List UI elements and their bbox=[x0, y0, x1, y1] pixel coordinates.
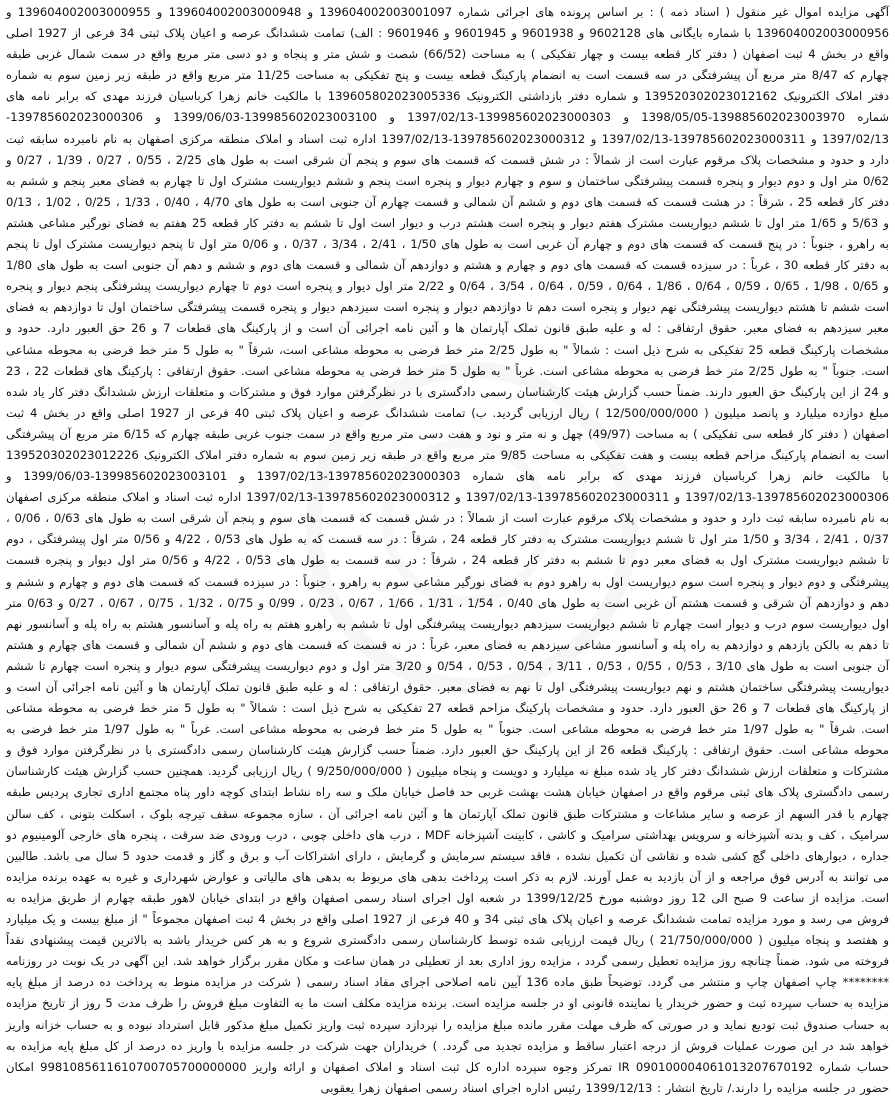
auction-notice-document bbox=[6, 2, 890, 1095]
notice-body-text: آگهی مزایده اموال غیر منقول ( اسناد ذمه ) : بر اساس پرونده های اجرائی شماره 139604002003001097 و 139604002003000948 و 139604002003000955 و 139604002003000956 با شماره بایگانی های 9602128 و 9601938 و 9601945 و 9601946 : الف) تمامت ششدانگ عرصه و اعیان پلاک ثبتی 34 فرعی از 1927 اصلی واقع در بخش 4 ثبت اصفهان ( دفتر کار قطعه بیست و چهار تفکیکی ) به مساحت (66/52) شصت و شش متر و پنجاه و دو دسی متر مربع واقع در سمت شمال غربی طبقه چهارم که 8/47 متر مربع آن پیشرفتگی در سه قسمت است به انضمام پارکینگ قطعه بیست و پنج تفکیکی به مساحت 11/25 متر مربع واقع در طبقه زیر زمین سوم به شماره دفتر املاک الکترونیک 139520302023012162 و شماره دفتر بازداشتی الکترونیک 139605802023005336 با مالکیت خانم زهرا کرباسیان فرزند مهدی که برابر نامه های شماره 139885602023003970-1398/05/05 و 139985602023000303-1397/02/13 و 139985602023003100-1399/06/03 و 139785602023000306-1397/02/13 و 139785602023000311-1397/02/13 و 139785602023000312-1397/02/13 اداره ثبت اسناد و املاک منطقه مرکزی اصفهان به نام نامبرده سابقه ثبت دارد و حدود و مشخصات پلاک مرقوم عبارت است از شمالاً : در شش قسمت که قسمت های سوم و پنجم آن شرقی است به طول های 2/25 ، 0/55 ، 0/27 ، 1/39 ، 0/27 و 0/62 متر اول و دوم دیوار و پنجره قسمت پیشرفتگی ساختمان و سوم و چهارم دیوار و پنجره است پنجم و ششم دیواریست مشترک اول تا چهارم به فضای معبر پنجم و ششم به دفتر کار قطعه 25 ، شرقاً : در هشت قسمت که قسمت های دوم و ششم آن شمالی و قسمت چهارم آن جنوبی است به طول های 4/70 ، 0/40 ، 1/33 ، 0/25 ، 1/02 ، 0/13 و 5/63 و 1/65 متر اول تا ششم دیواریست مشترک هفتم دیوار و پنجره است هشتم درب و دیوار است اول تا ششم به دفتر کار قطعه 25 هفتم به فضای نورگیر مشاعی هشتم به راهرو ، جنوباً : در پنج قسمت که قسمت های دوم و چهارم آن غربی است به طول های 1/50 ، 2/41 ، 3/34 ، 0/37 ، و 0/06 متر اول تا پنجم دیواریست مشترک اول تا پنجم به دفتر کار قطعه 30 ، غرباً : در سیزده قسمت که قسمت های دوم و چهارم و هشتم و دوازدهم آن شمالی و قسمت های دوم و ششم و دهم آن جنوبی است به طول های 1/80 و 0/65 ، 1/98 ، 0/65 ، 0/59 ، 0/64 ، 1/86 ، 0/64 ، 0/59 ، 0/64 ، 3/54 ، 0/64 و 2/22 متر اول دیوار و پنجره است دوم تا چهارم دیواریست پیشرفتگی پنجم دیوار و پنجره است ششم تا هشتم دیواریست پیشرفتگی نهم دیوار و پنجره است دهم تا دوازدهم دیوار و پنجره است سیزدهم دیوار و پنجره قسمت پیشرفتگی ساختمان اول تا دوازدهم به فضای معبر سیزدهم به فضای معبر. حقوق ارتفاقی : له و علیه طبق قانون تملک آپارتمان ها و آئین نامه اجرائی آن است و از پارکینگ های قطعات 7 و 26 حق العبور دارد. حدود و مشخصات پارکینگ قطعه 25 تفکیکی به شرح ذیل است : شمالاً " به طول 2/25 متر خط فرضی به محوطه مشاعی است، شرقاً " به طول 5 متر خط فرضی به محوطه مشاعی است. جنوباً " به طول 2/25 متر خط فرضی به محوطه مشاعی است. غرباً " به طول 5 متر خط فرضی به محوطه مشاعی است. حقوق ارتفاقی : پارکینگ های قطعات 22 ، 23 و 24 از این پارکینگ حق العبور دارند. ضمناً حسب گزارش هیئت کارشناسان رسمی دادگستری با در نظرگرفتن موارد فوق و مشترکات و متعلقات ارزش ششدانگ دفتر کار یاد شده مبلغ دوازده میلیارد و پانصد میلیون ( 12/500/000/000 ) ریال ارزیابی گردید. ب) تمامت ششدانگ عرصه و اعیان پلاک ثبتی 40 فرعی از 1927 اصلی واقع در بخش 4 ثبت اصفهان ( دفتر کار قطعه سی تفکیکی ) به مساحت (49/97) چهل و نه متر و نود و هفت دسی متر مربع واقع در سمت جنوب غربی طبقه چهارم که 6/15 متر مربع آن پیشرفتگی است به انضمام پارکینگ مزاحم قطعه بیست و هفت تفکیکی به مساحت 9/85 متر مربع واقع در طبقه زیر زمین سوم به شماره دفتر املاک الکترونیک 139520302023012226 با مالکیت خانم زهرا کرباسیان فرزند مهدی که برابر نامه های شماره 139785602023000303-1397/02/13 و 139985602023003101-1399/06/03 و 139785602023000306-1397/02/13 و 139785602023000311-1397/02/13 و 139785602023000312-1397/02/13 اداره ثبت اسناد و املاک منطقه مرکزی اصفهان به نام نامبرده سابقه ثبت دارد و حدود و مشخصات پلاک مرقوم عبارت است از شمالاً : در شش قسمت که قسمت های سوم و پنجم آن شرقی است به طول های 0/63 ، 0/06 ، 0/37 ، 2/41 ، 3/34 و 1/50 متر اول تا ششم دیواریست مشترک به دفتر کار قطعه 24 ، شرقاً : در سه قسمت که به طول های 0/53 ، 4/22 و 0/56 متر اول پیشرفتگی ، دوم تا ششم دیواریست مشترک اول به فضای معبر دوم تا ششم به دفتر کار قطعه 24 ، شرقاً : در سه قسمت به طول های 0/53 ، 4/22 و 0/56 متر اول دیوار و پنجره قسمت پیشرفتگی و دوم دیوار و پنجره است سوم دیواریست اول به راهرو دوم به فضای نورگیر مشاعی سوم به راهرو ، جنوباً : در سیزده قسمت که قسمت های دوم و چهارم و ششم و دهم و دوازدهم آن شرقی و قسمت هشتم آن غربی است به طول های 0/40 ، 1/54 ، 1/31 ، 1/66 ، 0/67 ، 0/23 ، 0/99 و 0/75 ، 1/32 ، 0/75 ، 0/67 ، 0/27 و 0/63 متر اول دیواریست سوم درب و دیوار است چهارم تا ششم دیواریست سیزدهم دیواریست پیشرفتگی اول تا ششم به راهرو هفتم به راه پله و آسانسور هشتم به راه پله و آسانسور نهم تا دهم به بالکن یازدهم و دوازدهم به راه پله و آسانسور مشاعی سیزدهم به فضای معبر، غرباً : در نه قسمت که قسمت های دوم و ششم آن شمالی و قسمت های چهارم و هشتم آن جنوبی است به طول های 3/10 ، 0/53 ، 0/55 ، 0/53 ، 3/11 ، 0/54 ، 0/53 ، 0/54 و 3/20 متر اول و دوم دیواریست پیشرفتگی سوم دیوار و پنجره است چهارم تا ششم دیواریست پیشرفتگی ساختمان هشتم و نهم دیواریست پیشرفتگی اول تا نهم به فضای معبر. حقوق ارتفاقی : له و علیه طبق قانون تملک آپارتمان ها و آئین نامه اجرائی آن است و از پارکینگ های قطعات 7 و 26 حق العبور دارد. حدود و مشخصات پارکینگ مزاحم قطعه 27 تفکیکی به شرح ذیل است : شمالاً " به طول 5 متر خط فرضی به محوطه مشاعی است. شرقاً " به طول 1/97 متر خط فرضی به محوطه مشاعی است. جنوباً " به طول 5 متر خط فرضی به محوطه مشاعی است. غرباً " به طول 1/97 متر خط فرضی به محوطه مشاعی است. حقوق ارتفاقی : پارکینگ قطعه 26 از این پارکینگ حق العبور دارد. ضمناً حسب گزارش هیئت کارشناسان رسمی دادگستری با در نظرگرفتن موارد فوق و مشترکات و متعلقات ارزش ششدانگ دفتر کار یاد شده مبلغ نه میلیارد و دویست و پنجاه میلیون ( 9/250/000/000 ) ریال ارزیابی گردید. همچنین حسب گزارش هیئت کارشناسان رسمی دادگستری پلاک های ثبتی مرقوم واقع در اصفهان خیابان هشت بهشت غربی حد فاصل خیابان ملک و سه راه نشاط ابتدای کوچه داور پناه مجتمع اداری تجاری پردیس طبقه چهارم با قدر السهم از عرصه و سایر مشاعات و مشترکات طبق قانون تملک آپارتمان ها و آئین نامه اجرائی آن ، سازه مجموعه سقف تیرچه بلوک ، اسکلت بتونی ، کف سالن سرامیک ، کف و بدنه آشپزخانه و سرویس بهداشتی سرامیک و کاشی ، کابینت آشپزخانه MDF ، درب های داخلی چوبی ، درب ورودی ضد سرقت ، پنجره های خارجی آلومینیوم دو جداره ، دیوارهای داخلی گچ کشی شده و نقاشی آن تکمیل نشده ، فاقد سیستم سرمایش و گرمایش ، دارای اشتراکات آب و برق و گاز و قدمت حدود 5 سال می باشد. طالبین می توانند به آدرس فوق مراجعه و از آن بازدید به عمل آورند. لازم به ذکر است پرداخت بدهی های مربوط به بدهی های مالیاتی و عوارض شهرداری و غیره به عهده برنده مزایده است. مزایده از ساعت 9 صبح الی 12 روز دوشنبه مورخ 1399/12/25 در شعبه اول اجرای اسناد رسمی اصفهان واقع در ابتدای خیابان لاهور طبقه چهارم از طریق مزایده به فروش می رسد و مورد مزایده تمامت ششدانگ عرصه و اعیان پلاک های ثبتی 34 و 40 فرعی از 1927 اصلی واقع در بخش 4 ثبت اصفهان مجموعاً " از مبلغ بیست و یک میلیارد و هفتصد و پنجاه میلیون ( 21/750/000/000 ) ریال قیمت ارزیابی شده توسط کارشناسان رسمی دادگستری شروع و به هر کس خریدار باشد به بالاترین قیمت پیشنهادی نقداً فروخته می شود. ضمناً چنانچه روز مزایده تعطیل رسمی گردد ، مزایده روز اداری بعد از تعطیلی در همان ساعت و مکان مقرر برگزار خواهد شد. این آگهی در یک نوبت در روزنامه ******** چاپ اصفهان چاپ و منتشر می گردد. توضیحاً طبق ماده 136 آیین نامه اصلاحی اجرای مفاد اسناد رسمی ( شرکت در مزایده منوط به پرداخت ده درصد از مبلغ پایه مزایده به حساب سپرده ثبت و حضور خریدار یا نماینده قانونی او در جلسه مزایده است. برنده مزایده مکلف است ما به التفاوت مبلغ فروش را ظرف مدت 5 روز از تاریخ مزایده به حساب صندوق ثبت تودیع نماید و در صورتی که ظرف مهلت مقرر مانده مبلغ مزایده را نپردازد سپرده ثبت واریز تکمیل مبلغ مذکور قابل استرداد نبوده و به حساب خزانه واریز خواهد شد در این صورت عملیات فروش از درجه اعتبار ساقط و مزایده تجدید می گردد. ) خریداران جهت شرکت در جلسه مزایده با واریز ده درصد از کل مبلغ پایه مزایده به حساب شماره IR 090100004061013207670192 تمرکز وجوه سپرده اداره کل ثبت اسناد و املاک اصفهان و ارائه واریز 9981085611610700705700000000 امکان حضور در جلسه مزایده را دارند./ تاریخ انتشار : 1399/12/13 رئیس اداره اجرای اسناد رسمی اصفهان زهرا یعقوبی bbox=[6, 5, 890, 1095]
